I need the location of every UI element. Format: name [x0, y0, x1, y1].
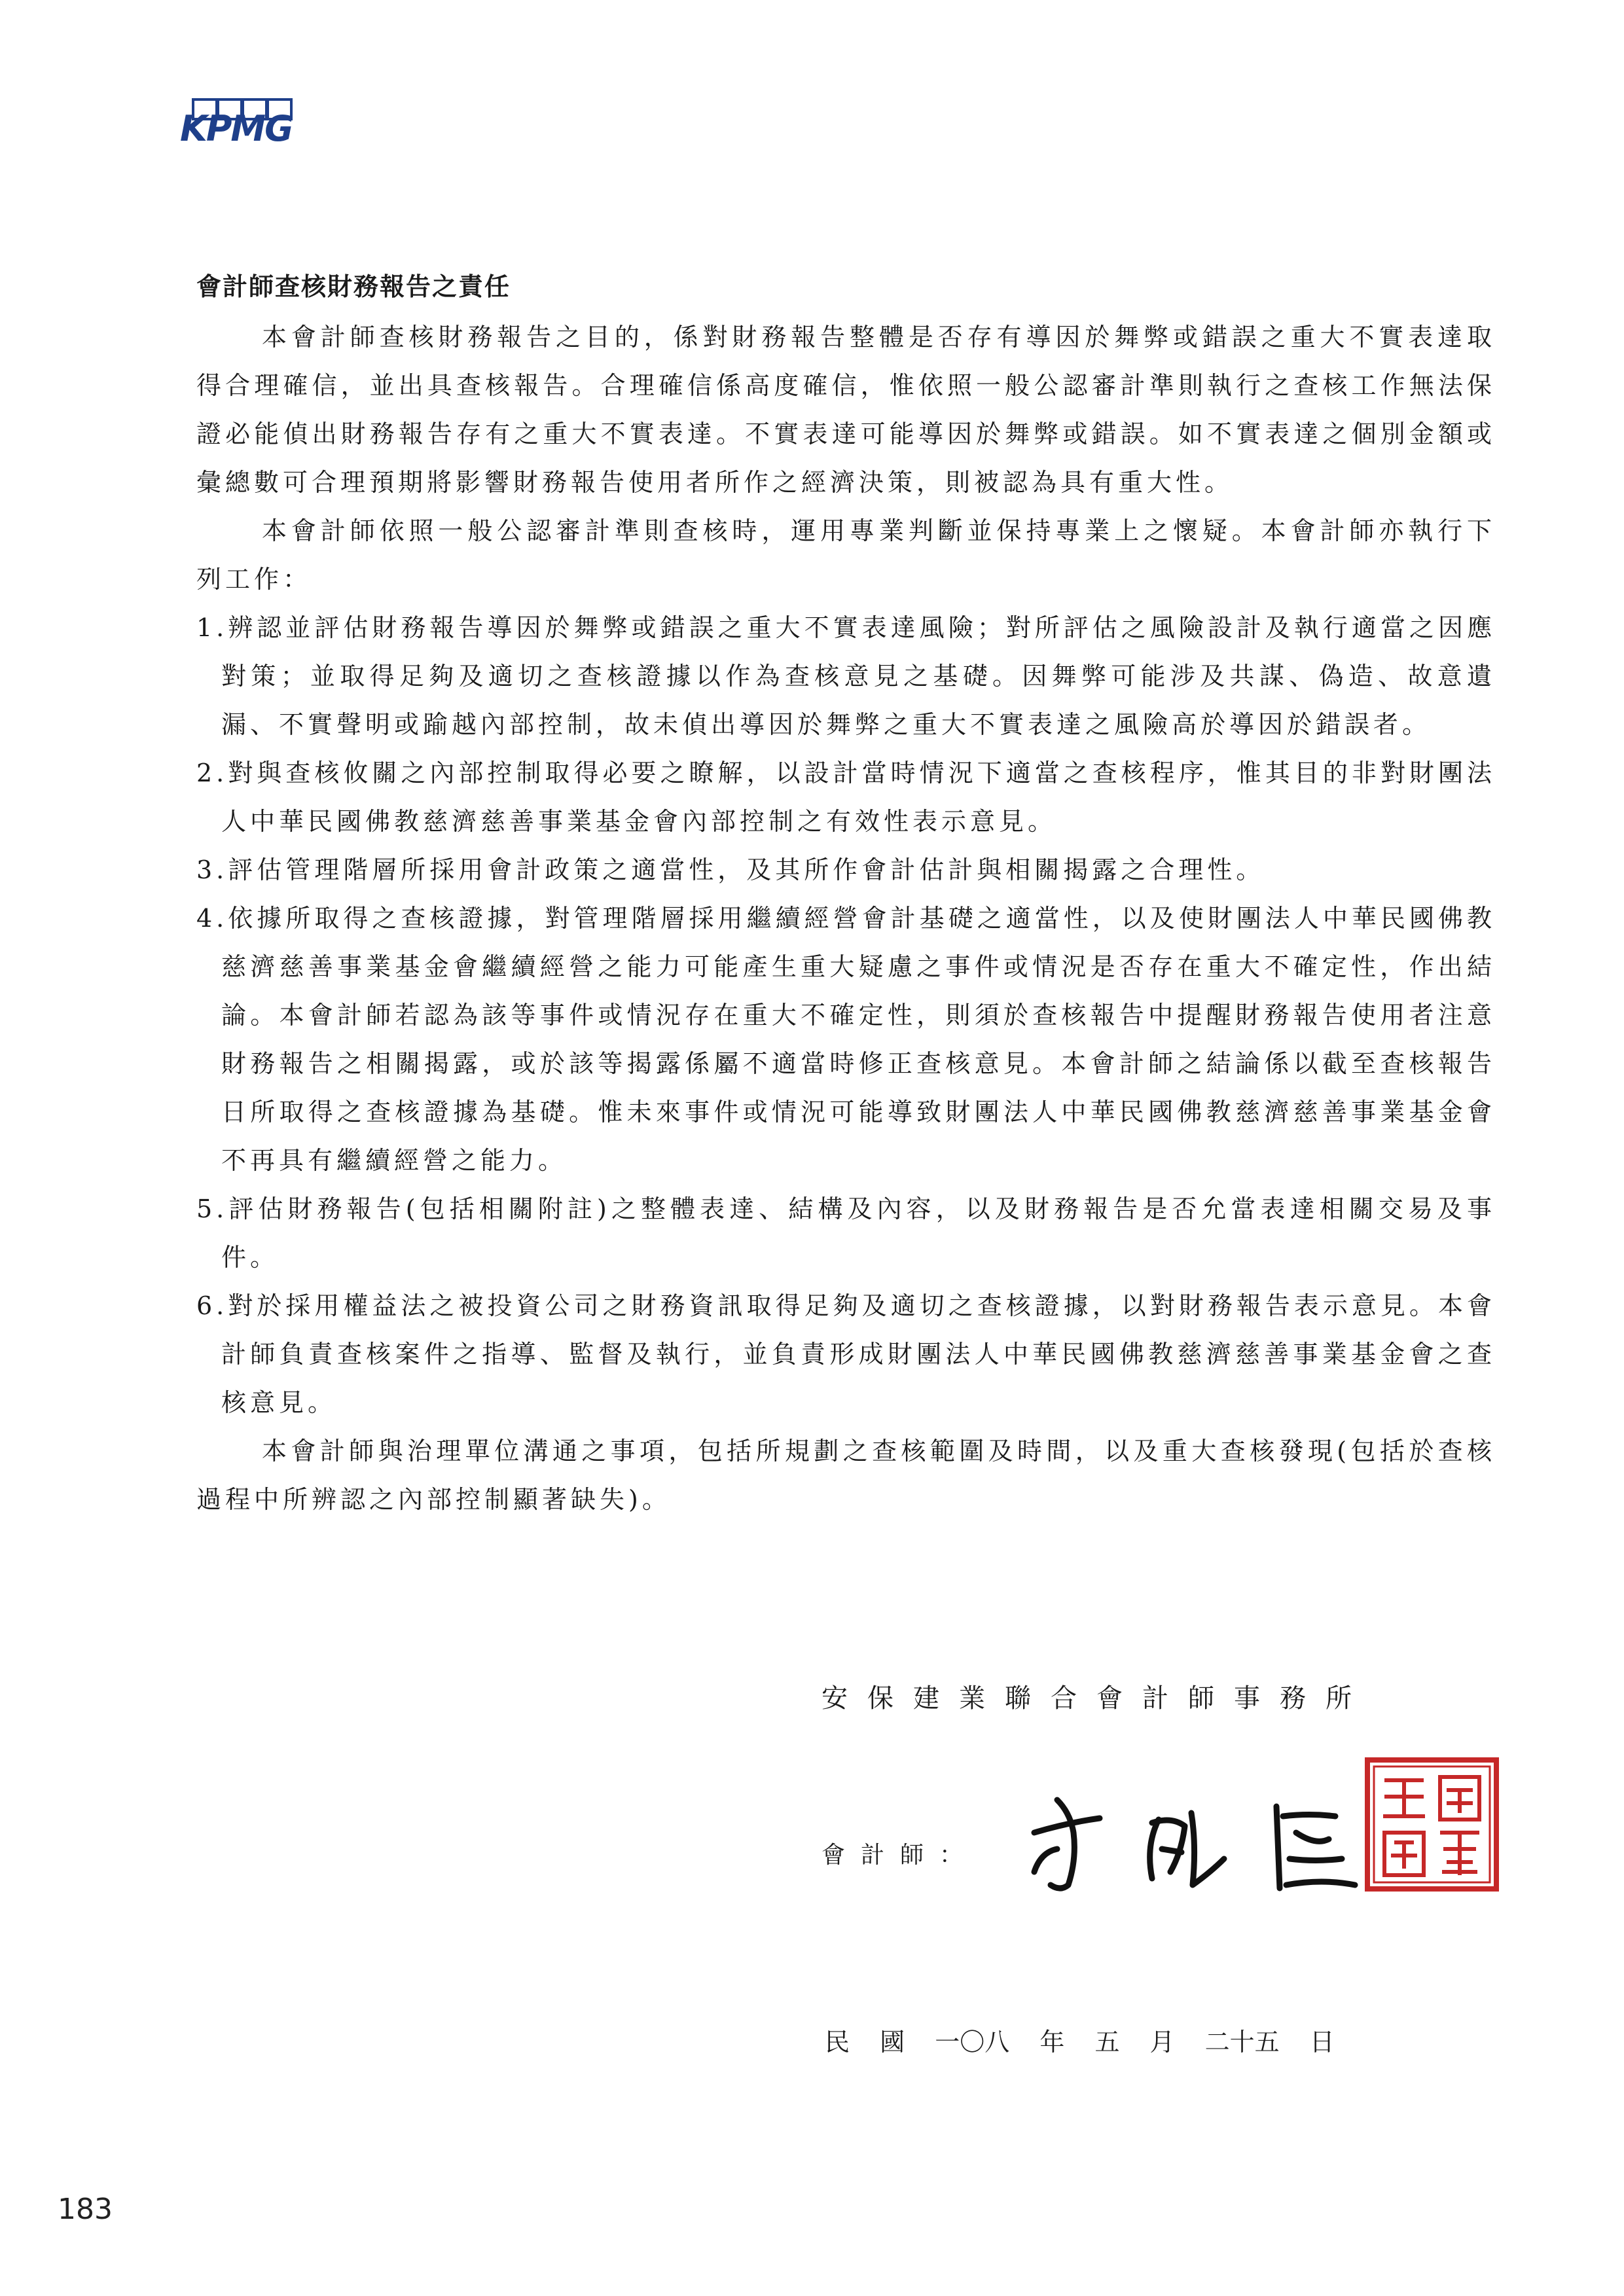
date-part: 民 — [825, 2028, 850, 2056]
kpmg-logo — [180, 98, 324, 149]
date-part: 年 — [1039, 2028, 1065, 2056]
date-part: 月 — [1149, 2028, 1175, 2056]
date-part: 國 — [880, 2028, 905, 2056]
firm-name: 安保建業聯合會計師事務所 — [821, 1683, 1371, 1713]
report-body — [196, 267, 1496, 1524]
list-item: 2.對與查核攸關之內部控制取得必要之瞭解，以設計當時情況下適當之查核程序，惟其目的非對財團法人中華民國佛教慈濟慈善事業基金會內部控制之有效性表示意見。 — [196, 759, 1496, 836]
logo-text: KPMG — [180, 108, 293, 149]
date-part: 日 — [1309, 2028, 1335, 2056]
list-item: 4.依據所取得之查核證據，對管理階層採用繼續經營會計基礎之適當性，以及使財團法人中華民國佛教慈濟慈善事業基金會繼續經營之能力可能產生重大疑慮之事件或情況是否存在重大不確定性，作出結論。本會計師若認為該等事件或情況存在重大不確定性，則須於查核報告中提醒財務報告使用者注意財務報告之相關揭露，或於該等揭露係屬不適當時修正查核意見。本會計師之結論係以截至查核報告日所取得之查核證據為基礎。惟未來事件或情況可能導致財團法人中華民國佛教慈濟慈善事業基金會不再具有繼續經營之能力。 — [196, 904, 1496, 1175]
paragraph-purpose: 本會計師查核財務報告之目的，係對財務報告整體是否存有導因於舞弊或錯誤之重大不實表達取得合理確信，並出具查核報告。合理確信係高度確信，惟依照一般公認審計準則執行之查核工作無法保證必能偵出財務報告存有之重大不實表達。不實表達可能導因於舞弊或錯誤。如不實表達之個別金額或彙總數可合理預期將影響財務報告使用者所作之經濟決策，則被認為具有重大性。 — [196, 323, 1496, 497]
handwritten-signature — [1021, 1787, 1362, 1898]
date-year: 一〇八 — [935, 2028, 1010, 2056]
list-item: 1.辨認並評估財務報告導因於舞弊或錯誤之重大不實表達風險；對所評估之風險設計及執行適當之因應對策；並取得足夠及適切之查核證據以作為查核意見之基礎。因舞弊可能涉及共謀、偽造、故意遺漏、不實聲明或踰越內部控制，故未偵出導因於舞弊之重大不實表達之風險高於導因於錯誤者。 — [196, 613, 1496, 739]
red-seal — [1365, 1757, 1499, 1892]
paragraph-governance: 本會計師與治理單位溝通之事項，包括所規劃之查核範圍及時間，以及重大查核發現(包括於查核過程中所辨認之內部控制顯著缺失)。 — [196, 1437, 1496, 1514]
section-heading: 會計師查核財務報告之責任 — [196, 272, 511, 301]
list-item: 3.評估管理階層所採用會計政策之適當性，及其所作會計估計與相關揭露之合理性。 — [196, 855, 1265, 884]
cpa-label: 會計師： — [821, 1842, 979, 1869]
list-item: 5.評估財務報告(包括相關附註)之整體表達、結構及內容，以及財務報告是否允當表達相關交易及事件。 — [196, 1194, 1496, 1272]
date-day: 二十五 — [1204, 2028, 1280, 2056]
list-item: 6.對於採用權益法之被投資公司之財務資訊取得足夠及適切之查核證據，以對財務報告表示意見。本會計師負責查核案件之指導、監督及執行，並負責形成財團法人中華民國佛教慈濟慈善事業基金會之查核意見。 — [196, 1291, 1496, 1417]
page-number: 183 — [58, 2193, 113, 2226]
procedure-list — [196, 603, 1496, 1427]
date-month: 五 — [1094, 2028, 1120, 2056]
report-date — [825, 2022, 1357, 2062]
paragraph-procedures-intro: 本會計師依照一般公認審計準則查核時，運用專業判斷並保持專業上之懷疑。本會計師亦執行下列工作： — [196, 516, 1496, 594]
